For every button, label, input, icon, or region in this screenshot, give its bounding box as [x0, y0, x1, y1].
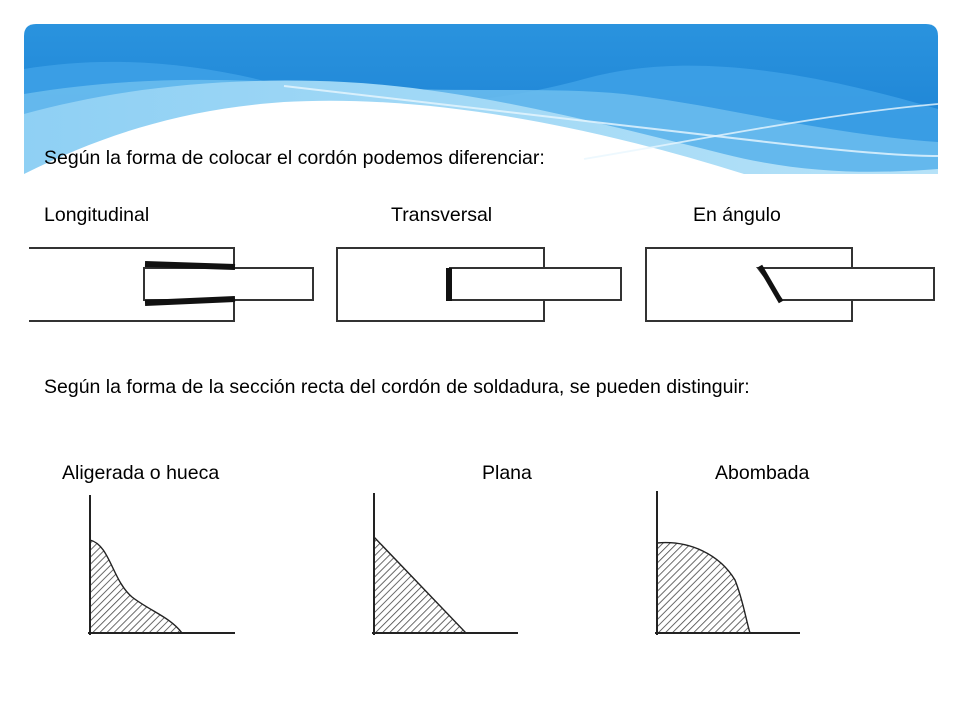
label-longitudinal: Longitudinal	[44, 204, 150, 226]
overlap-plate	[758, 268, 934, 300]
section1-intro: Según la forma de colocar el cordón podemos diferenciar:	[44, 147, 545, 169]
overlap-plate	[450, 268, 621, 300]
label-abombada: Abombada	[715, 462, 810, 484]
diagram-longitudinal-weld	[24, 240, 324, 330]
label-en-angulo: En ángulo	[693, 204, 781, 226]
label-aligerada-o-hueca: Aligerada o hueca	[62, 462, 220, 484]
diagram-transversal-weld	[334, 240, 634, 330]
section-concave	[88, 495, 235, 635]
overlap-plate	[144, 268, 313, 300]
label-transversal: Transversal	[391, 204, 493, 226]
weld-bead-top	[145, 264, 235, 267]
weld-bead-bottom	[145, 299, 235, 303]
section-convex	[655, 491, 800, 635]
section-flat	[372, 493, 518, 635]
weld-bead	[446, 268, 452, 301]
diagram-angled-weld	[642, 240, 942, 330]
label-plana: Plana	[482, 462, 532, 484]
section2-intro: Según la forma de la sección recta del cordón de soldadura, se pueden distinguir:	[44, 376, 750, 398]
weld-cross-sections	[70, 485, 850, 645]
